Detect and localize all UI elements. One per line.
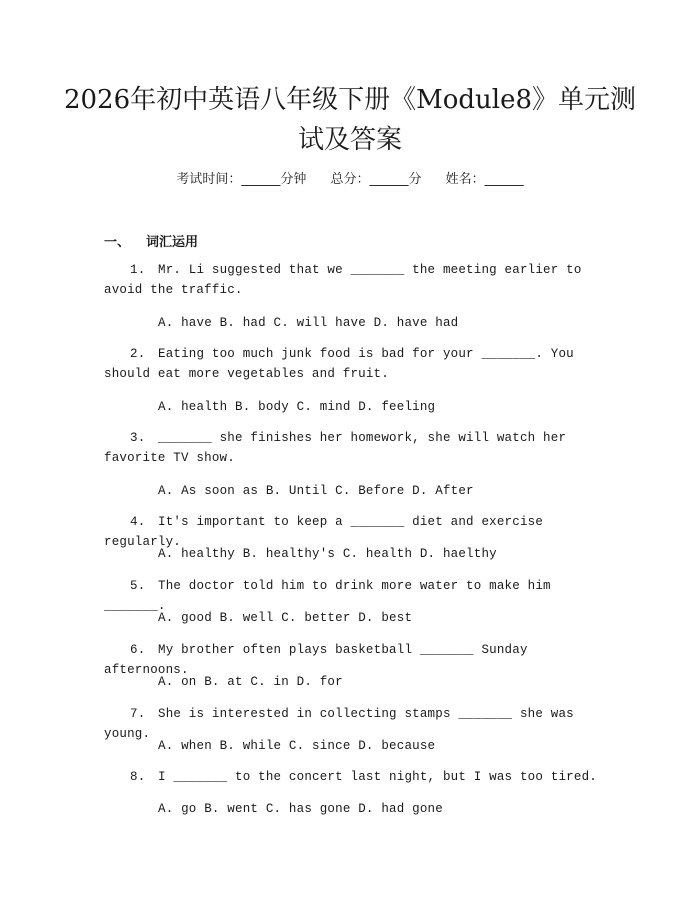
question-number: 4. bbox=[130, 515, 146, 529]
question-text: The doctor told him to drink more water to make him _______. bbox=[104, 579, 551, 613]
question-3-options: A. As soon as B. Until C. Before D. After bbox=[158, 484, 474, 498]
question-number: 1. bbox=[130, 263, 146, 277]
question-8-options: A. go B. went C. has gone D. had gone bbox=[158, 802, 443, 816]
exam-meta bbox=[0, 168, 700, 187]
document-title: 2026年初中英语八年级下册《Module8》单元测试及答案 bbox=[63, 85, 637, 155]
question-text: Eating too much junk food is bad for your _______. You should eat more vegetables and fruit. bbox=[104, 347, 574, 381]
question-6-options: A. on B. at C. in D. for bbox=[158, 675, 343, 689]
question-number: 3. bbox=[130, 431, 146, 445]
question-text: I _______ to the concert last night, but I was too tired. bbox=[158, 770, 597, 784]
question-1-options: A. have B. had C. will have D. have had bbox=[158, 316, 459, 330]
question-number: 8. bbox=[130, 770, 146, 784]
question-3 bbox=[104, 428, 600, 468]
section-number: 一、 bbox=[104, 235, 131, 250]
question-text: My brother often plays basketball _______ Sunday afternoons. bbox=[104, 643, 528, 677]
exam-time: 考试时间：______分钟 bbox=[176, 172, 307, 187]
exam-name: 姓名：______ bbox=[445, 172, 524, 187]
question-number: 2. bbox=[130, 347, 146, 361]
question-text: _______ she finishes her homework, she will watch her favorite TV show. bbox=[104, 431, 567, 465]
question-2-options: A. health B. body C. mind D. feeling bbox=[158, 400, 436, 414]
question-text: She is interested in collecting stamps _______ she was young. bbox=[104, 707, 574, 741]
question-text: It's important to keep a _______ diet and exercise regularly. bbox=[104, 515, 544, 549]
question-text: Mr. Li suggested that we _______ the meeting earlier to avoid the traffic. bbox=[104, 263, 582, 297]
question-4-options: A. healthy B. healthy's C. health D. haelthy bbox=[158, 547, 497, 561]
question-1 bbox=[104, 260, 600, 300]
question-5-options: A. good B. well C. better D. best bbox=[158, 611, 413, 625]
question-number: 5. bbox=[130, 579, 146, 593]
exam-score: 总分：______分 bbox=[330, 172, 422, 187]
question-8 bbox=[104, 767, 600, 787]
section-title: 词汇运用 bbox=[146, 235, 199, 250]
question-2 bbox=[104, 344, 600, 384]
question-number: 6. bbox=[130, 643, 146, 657]
question-7-options: A. when B. while C. since D. because bbox=[158, 739, 436, 753]
question-number: 7. bbox=[130, 707, 146, 721]
section-heading bbox=[104, 231, 198, 250]
